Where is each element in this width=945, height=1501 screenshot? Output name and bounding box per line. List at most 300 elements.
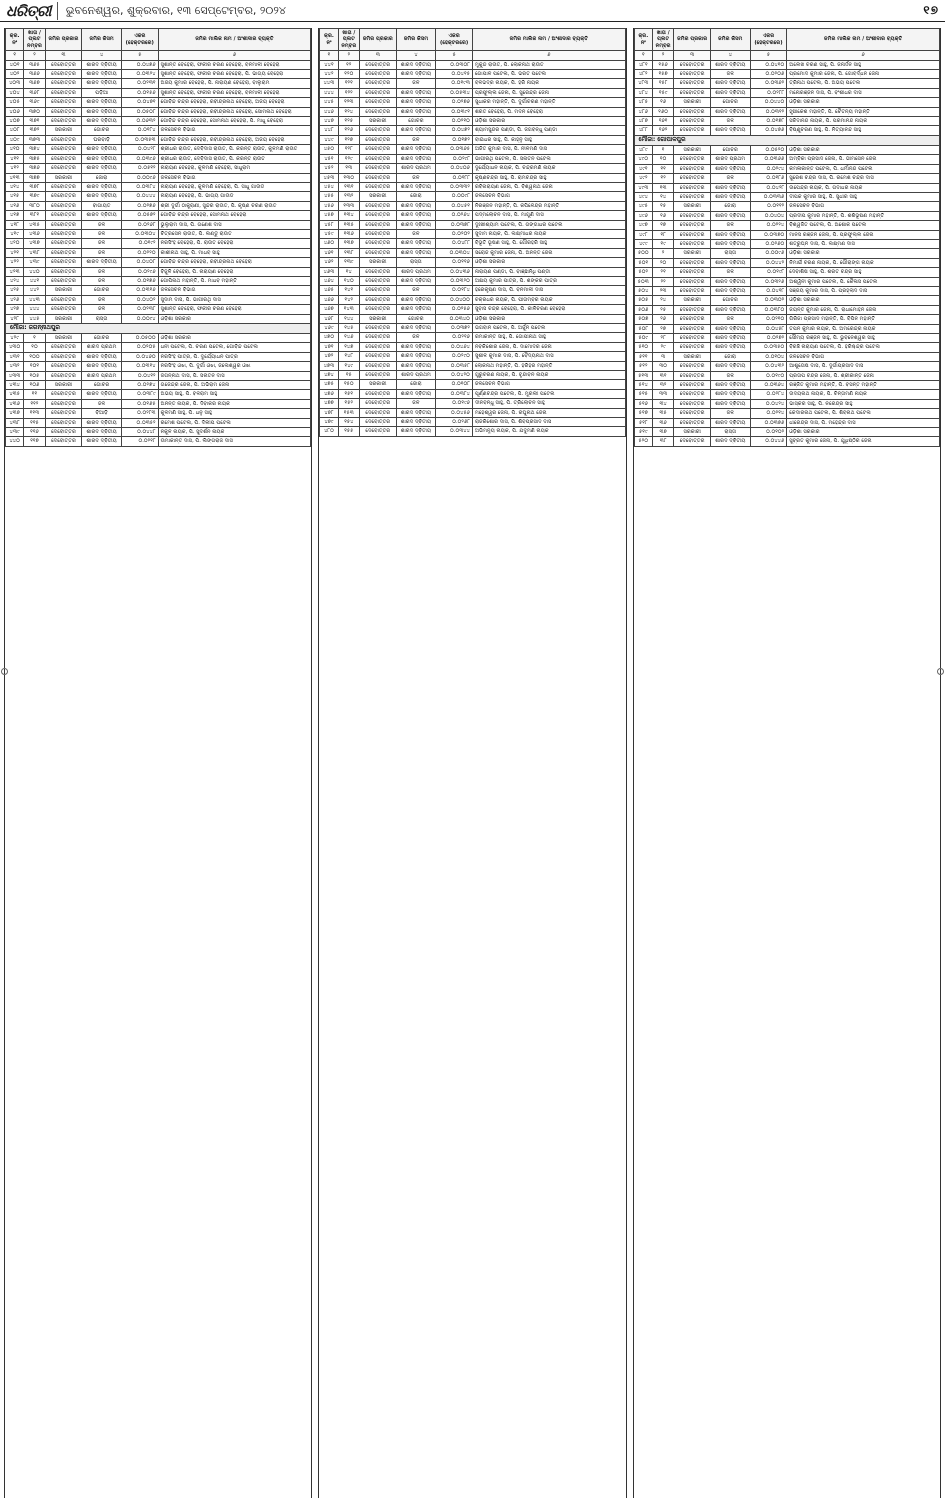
table-row xyxy=(634,381,939,390)
cell-owner: ଓଡ଼ିଶା ସରକାର xyxy=(158,334,311,343)
cell-plot: ୪୩୭ xyxy=(24,239,45,248)
cell-plot: ୪୪୫ xyxy=(24,314,45,323)
table-row xyxy=(6,437,311,446)
cell-kisam: ଶାରଦ ପ୍ରଥମ xyxy=(710,155,750,164)
cell-area: ୦.୦୨୬୮ xyxy=(436,418,473,427)
table-row xyxy=(320,154,625,163)
cell-kisam: ଜଳ xyxy=(82,267,122,276)
cell-sl: ୪୭୫ xyxy=(320,380,338,389)
table-row xyxy=(634,211,939,220)
cell-sl: ୪୯୬ xyxy=(634,211,652,220)
cell-area: ୦.୦୩୧୨ xyxy=(750,107,787,116)
table-row xyxy=(634,117,939,126)
cell-kisam: ଜଳ xyxy=(82,229,122,238)
table-row xyxy=(6,154,311,163)
cell-area: ୦.୦୩୫୨ xyxy=(121,418,158,427)
cell-sl: ୪୬୩ xyxy=(320,267,338,276)
cell-sl: ୪୯୫ xyxy=(634,202,652,211)
cell-sl: ୪୭୨ xyxy=(320,352,338,361)
cell-sl: ୪୨୬ xyxy=(6,295,24,304)
cell-plot: ୩୮୧ xyxy=(24,211,45,220)
cell-type: ଦେବୋତ୍ତର xyxy=(360,324,397,333)
cell-owner: ଜଳସେଚନ ବିଭାଗ xyxy=(472,192,625,201)
cell-sl: ୪୬୧ xyxy=(320,248,338,257)
cell-type: ଦେବୋତ୍ତର xyxy=(360,229,397,238)
cell-sl: ୪୬୬ xyxy=(320,295,338,304)
cell-owner: ନାରାୟଣ ବେହେରା, କୁଳମଣି ବେହେରା, ସାଧୁରାମ xyxy=(158,164,311,173)
cell-kisam: ଗୋଚର xyxy=(710,145,750,154)
cell-plot: ୧୩୬ xyxy=(338,229,359,238)
cell-area: ୦.୦୩୪୪ xyxy=(436,427,473,436)
cell-owner: ଗୋବିନ୍ଦ ଚନ୍ଦ୍ର ବେହେରା, ସୋମନାଥ ବେହେରା xyxy=(158,211,311,220)
table-row xyxy=(634,145,939,154)
column-index: ୧ xyxy=(6,51,24,60)
cell-plot: ୩୭ xyxy=(652,428,673,437)
cell-kisam: ଶାରଦ ଦ୍ଵିତୀୟ xyxy=(82,79,122,88)
column-index: ୩ xyxy=(674,51,711,60)
cell-type: ଦେବୋତ୍ତର xyxy=(674,277,711,286)
cell-sl: ୪୮୯ xyxy=(634,145,652,154)
table-row xyxy=(320,305,625,314)
cell-kisam: ଜଳ xyxy=(710,409,750,418)
column-index: ୫ xyxy=(436,51,473,60)
table-row xyxy=(634,390,939,399)
table-row xyxy=(6,418,311,427)
cell-type: ଦେବୋତ୍ତର xyxy=(674,268,711,277)
table-row xyxy=(634,60,939,69)
cell-plot: ୪୩୫ xyxy=(24,220,45,229)
cell-owner: ସଞ୍ଜୟ କୁମାର ଦାସ, ପି. ପ୍ରହ୍ଲାଦ ଦାସ xyxy=(787,286,940,295)
cell-plot: ୩୭୦ xyxy=(24,107,45,116)
cell-plot: ୩୭୨ xyxy=(24,126,45,135)
table-row xyxy=(6,399,311,408)
cell-owner: ନବକିଶୋର ଜେନା, ପି. ଦାମୋଦର ଜେନା xyxy=(472,342,625,351)
cell-plot: ୧୫୫ xyxy=(338,427,359,436)
cell-kisam: ଶାରଦ ଦ୍ଵିତୀୟ xyxy=(82,352,122,361)
cell-type: ଦେବୋତ୍ତର xyxy=(360,399,397,408)
registration-mark-left xyxy=(1,668,8,675)
cell-area: ୦.୦୪୭୬ xyxy=(750,126,787,135)
cell-owner: ଶ୍ରୀ ଦୁର୍ଗା ଠାକୁରାଣୀ, ସୁନ୍ଦର ରାଉତ, ପି. କୃଷ୍ଣ ଚରଣ ରାଉତ xyxy=(158,201,311,210)
cell-type: ଦେବୋତ୍ତର xyxy=(360,220,397,229)
cell-owner: ଅଲେଖ ଚରଣ ସାହୁ, ପି. ଜନାର୍ଦ୍ଦନ ସାହୁ xyxy=(787,60,940,69)
cell-kisam: ଜଳ xyxy=(396,173,436,182)
table-row xyxy=(634,230,939,239)
cell-sl: ୫୦୦ xyxy=(634,249,652,258)
cell-area: ୦.୦୩୮୪ xyxy=(436,389,473,398)
cell-area: ୦.୦୩୮୦ xyxy=(750,305,787,314)
cell-sl: ୫୧୫ xyxy=(634,390,652,399)
cell-owner: ନାରାୟଣ ପଣ୍ଡା, ପି. ବାଞ୍ଛାନିଧି ପଣ୍ଡା xyxy=(472,267,625,276)
cell-owner: ଧନୀ ପଟେଲ, ପି. ଚରଣ ପଟେଲ, ଗୋବିନ୍ଦ ପଟେଲ xyxy=(158,343,311,352)
cell-sl: ୪୫୫ xyxy=(320,192,338,201)
table-row xyxy=(634,174,939,183)
cell-area: ୦.୦୨୩୮ xyxy=(121,305,158,314)
cell-plot: ୧୦ xyxy=(24,343,45,352)
cell-kisam: ଶାରଦ ଦ୍ଵିତୀୟ xyxy=(82,211,122,220)
column-header: କ୍ର.ନଂ xyxy=(634,29,652,51)
cell-owner: ଜଗନ୍ନାଥ ଦାସ, ପି. ସନାତନ ଦାସ xyxy=(158,371,311,380)
cell-type: ଦେବୋତ୍ତର xyxy=(45,201,82,210)
cell-kisam: ଶାରଦ ଦ୍ଵିତୀୟ xyxy=(396,60,436,69)
cell-kisam: ଗୋଚର xyxy=(396,314,436,323)
table-row xyxy=(634,249,939,258)
cell-sl: ୪୮୫ xyxy=(634,98,652,107)
cell-kisam: ଶାରଦ ଦ୍ଵିତୀୟ xyxy=(396,145,436,154)
cell-sl: ୪୨୦ xyxy=(6,239,24,248)
cell-owner: ଓଡ଼ିଶା ସରକାର xyxy=(472,117,625,126)
table-row xyxy=(320,380,625,389)
cell-type: ଦେବୋତ୍ତର xyxy=(674,334,711,343)
cell-type: ଦେବୋତ୍ତର xyxy=(45,229,82,238)
column-index: ୫ xyxy=(750,51,787,60)
cell-plot: ୩୭୬ xyxy=(24,164,45,173)
cell-plot: ୧୧ xyxy=(24,390,45,399)
table-row xyxy=(634,286,939,295)
cell-plot: ୧୬୨ xyxy=(652,126,673,135)
cell-type: ସରକାରୀ xyxy=(360,380,397,389)
cell-owner: କୃଷ୍ଣଚନ୍ଦ୍ର ସାହୁ, ପି. ରାମଚନ୍ଦ୍ର ସାହୁ xyxy=(472,173,625,182)
cell-kisam: ରାସ୍ତା xyxy=(396,258,436,267)
table-row xyxy=(320,361,625,370)
cell-type: ଦେବୋତ୍ତର xyxy=(360,173,397,182)
cell-area: ୦.୦୨୭୬ xyxy=(121,201,158,210)
cell-sl: ୫୦୪ xyxy=(634,286,652,295)
cell-plot: ୩୮ xyxy=(652,437,673,446)
cell-sl: ୫୦୧ xyxy=(634,258,652,267)
cell-area: ୦.୦୪୮୮ xyxy=(436,239,473,248)
cell-sl: ୪୪୧ xyxy=(320,60,338,69)
cell-area: ୦.୦୩୬୪ xyxy=(750,381,787,390)
cell-plot: ୩୭୧ xyxy=(24,117,45,126)
cell-plot: ୧୫୩ xyxy=(338,408,359,417)
cell-plot: ୧୫୬ xyxy=(652,60,673,69)
village-name: ମୌଜା: ଜଗନ୍ନାଥପୁର xyxy=(6,324,311,334)
cell-kisam: ଶାରଦ ଦ୍ଵିତୀୟ xyxy=(82,390,122,399)
column-index: ୪ xyxy=(82,51,122,60)
table-row xyxy=(6,88,311,97)
table-row xyxy=(6,258,311,267)
table-row xyxy=(320,107,625,116)
cell-plot: ୩୭୪ xyxy=(24,145,45,154)
cell-plot: ୧୭ xyxy=(652,221,673,230)
cell-area: ୦.୦୪୭୧ xyxy=(121,98,158,107)
column-index: ୩ xyxy=(45,51,82,60)
cell-plot: ୧ xyxy=(24,334,45,343)
cell-owner: ରମାକାନ୍ତ ସାହୁ, ପି. ଗୋପୀନାଥ ସାହୁ xyxy=(472,333,625,342)
cell-plot: ୩୦ xyxy=(652,362,673,371)
cell-kisam: ଶାରଦ ଦ୍ଵିତୀୟ xyxy=(710,334,750,343)
cell-sl: ୪୧୮ xyxy=(6,220,24,229)
table-row xyxy=(6,286,311,295)
cell-type: ସରକାରୀ xyxy=(45,381,82,390)
cell-area: ୦.୦୧୭୬ xyxy=(121,276,158,285)
cell-plot: ୧୯ xyxy=(652,239,673,248)
cell-sl: ୪୧୧ xyxy=(6,154,24,163)
cell-plot: ୩୮୦ xyxy=(24,201,45,210)
cell-kisam: ଶାରଦ ଦ୍ଵିତୀୟ xyxy=(710,324,750,333)
cell-owner: ବିରଞ୍ଚି ନାରାୟଣ ପଟେଲ, ପି. ହରିଶ୍ଚନ୍ଦ୍ର ପଟେଲ xyxy=(787,343,940,352)
cell-plot: ୩୬୭ xyxy=(24,79,45,88)
cell-owner: କମଳାକାନ୍ତ ପଟେଲ, ପି. ଧର୍ମାନନ୍ଦ ପଟେଲ xyxy=(787,164,940,173)
cell-kisam: ପଡ଼ିଆ xyxy=(82,88,122,97)
table-row xyxy=(320,88,625,97)
table-row xyxy=(320,70,625,79)
cell-plot: ୩୭୭ xyxy=(24,173,45,182)
cell-area: ୦.୦୧୮୮ xyxy=(436,173,473,182)
cell-kisam: ଶାରଦ ଦ୍ଵିତୀୟ xyxy=(396,211,436,220)
cell-kisam: ଶାରଦ ଦ୍ଵିତୀୟ xyxy=(710,390,750,399)
table-row xyxy=(320,324,625,333)
cell-kisam: ଶାରଦ ପ୍ରଥମ xyxy=(82,343,122,352)
cell-owner: ଗୋବିନ୍ଦ ଚନ୍ଦ୍ର ବେହେରା, ରବୀନ୍ଦ୍ରନାଥ ବେହେରା, ସୋମନାଥ ବେହେରା xyxy=(158,107,311,116)
cell-area: ୦.୦୧୦୪ xyxy=(750,352,787,361)
cell-plot: ୨୪ xyxy=(652,296,673,305)
cell-plot: ୩୨ xyxy=(652,381,673,390)
cell-area: ୦.୦୩୮୯ xyxy=(121,390,158,399)
table-row xyxy=(320,295,625,304)
cell-area: ୦.୦୨୧୦ xyxy=(436,117,473,126)
cell-owner: ପ୍ରଫୁଲ୍ଲ ଜେନା, ପି. ସୁରେନ୍ଦ୍ର ଜେନା xyxy=(472,88,625,97)
cell-area: ୦.୦୨୯୬ xyxy=(121,267,158,276)
cell-area: ୦.୦୩୫୩ xyxy=(121,135,158,144)
cell-area: ୦.୦୨୬୪ xyxy=(436,211,473,220)
cell-kisam: ଜଳ xyxy=(710,117,750,126)
cell-plot: ୧୦୦ xyxy=(24,352,45,361)
cell-type: ଦେବୋତ୍ତର xyxy=(45,362,82,371)
cell-kisam: ରାସ୍ତା xyxy=(82,314,122,323)
notice-column-3 xyxy=(633,28,941,1498)
cell-owner: ବଳଭଦ୍ର ନାୟକ, ପି. ହରି ନାୟକ xyxy=(472,79,625,88)
cell-type: ଦେବୋତ୍ତର xyxy=(360,276,397,285)
cell-type: ଦେବୋତ୍ତର xyxy=(45,164,82,173)
cell-owner: ସୁବ୍ରତ କୁମାର ଜେନା, ପି. ଯୁଧିଷ୍ଠିର ଜେନା xyxy=(787,437,940,446)
table-row xyxy=(634,324,939,333)
cell-owner: ଚକ୍ରଧର ନାୟକ, ପି. ପୀତାମ୍ବର ନାୟକ xyxy=(472,295,625,304)
cell-type: ଦେବୋତ୍ତର xyxy=(674,390,711,399)
cell-sl: ୪୮୦ xyxy=(320,427,338,436)
cell-type: ଦେବୋତ୍ତର xyxy=(360,333,397,342)
cell-plot: ୧୪୩ xyxy=(338,305,359,314)
cell-plot: ୧୪୧ xyxy=(338,286,359,295)
cell-owner: ଅକ୍ଷୟ କୁମାର ପାତ୍ର, ପି. ଶଙ୍କର ପାତ୍ର xyxy=(472,276,625,285)
cell-kisam: ଶାରଦ ପ୍ରଥମ xyxy=(396,164,436,173)
cell-owner: କାଶୀନାଥ ସାହୁ, ପି. ମାଧବ ସାହୁ xyxy=(158,248,311,257)
cell-area: ୦.୦୩୭୦ xyxy=(750,230,787,239)
cell-sl: ୪୧୬ xyxy=(6,201,24,210)
cell-area: ୦.୦୪୫୮ xyxy=(750,324,787,333)
cell-kisam: ଶାରଦ ଦ୍ଵିତୀୟ xyxy=(710,239,750,248)
table-row xyxy=(634,268,939,277)
cell-sl: ୪୨୩ xyxy=(6,267,24,276)
cell-type: ଦେବୋତ୍ତର xyxy=(45,258,82,267)
cell-sl: ୫୧୦ xyxy=(634,343,652,352)
cell-sl: ୪୮୭ xyxy=(634,117,652,126)
cell-sl: ୪୦୫ xyxy=(6,98,24,107)
table-row xyxy=(634,79,939,88)
cell-sl: ୪୪୦ xyxy=(6,437,24,446)
cell-kisam: ଶାରଦ ଦ୍ଵିତୀୟ xyxy=(710,230,750,239)
cell-owner: ଓଡ଼ିଶା ସରକାର xyxy=(787,98,940,107)
cell-owner: ରବିନାରାୟଣ ଜେନା, ପି. ବିଶ୍ୱନାଥ ଜେନା xyxy=(472,182,625,191)
cell-plot: ୧୫୯ xyxy=(652,88,673,97)
table-row xyxy=(6,220,311,229)
cell-area: ୦.୦୨୭୨ xyxy=(750,334,787,343)
cell-type: ଦେବୋତ୍ତର xyxy=(360,389,397,398)
column-index-row xyxy=(6,51,311,60)
cell-type: ଦେବୋତ୍ତର xyxy=(45,154,82,163)
cell-type: ଦେବୋତ୍ତର xyxy=(674,343,711,352)
table-header-row xyxy=(6,29,311,51)
cell-owner: ଅଜୟ କୁମାର ବେହେରା, ପି. ନାରାୟଣ ବେହେରା, ବାଲୁରାମ xyxy=(158,79,311,88)
cell-owner: ବିଭୂତି ଭୂଷଣ ସାହୁ, ପି. ଗୌରହରି ସାହୁ xyxy=(472,239,625,248)
cell-kisam: ଶାରଦ ଦ୍ଵିତୀୟ xyxy=(396,201,436,210)
cell-sl: ୪୪୬ xyxy=(320,107,338,116)
cell-plot: ୧୧୨ xyxy=(24,399,45,408)
table-row xyxy=(6,248,311,257)
page-number: ୧୭ xyxy=(923,3,939,17)
cell-kisam: ଶାରଦ ଦ୍ଵିତୀୟ xyxy=(82,258,122,267)
cell-owner: ସଚ୍ଚିଦାନନ୍ଦ ନାୟକ, ପି. ପରମାନନ୍ଦ ନାୟକ xyxy=(787,117,940,126)
column-header: କ୍ର.ନଂ xyxy=(320,29,338,51)
cell-area: ୦.୦୨୭୬ xyxy=(436,98,473,107)
cell-area: ୦.୦୨୮୩ xyxy=(121,409,158,418)
table-row xyxy=(634,305,939,314)
cell-kisam: ଶାରଦ ଦ୍ଵିତୀୟ xyxy=(710,107,750,116)
cell-owner: ସୁଦାମ ଦାସ, ପି. ଭାଗୀରଥି ଦାସ xyxy=(158,295,311,304)
cell-type: ଦେବୋତ୍ତର xyxy=(45,145,82,154)
cell-plot: ୧୨୫ xyxy=(338,117,359,126)
cell-type: ଦେବୋତ୍ତର xyxy=(360,427,397,436)
cell-plot: ୧୬ xyxy=(652,211,673,220)
cell-area: ୦.୦୧୭୨ xyxy=(436,135,473,144)
cell-kisam: ଶାରଦ ଦ୍ଵିତୀୟ xyxy=(396,342,436,351)
cell-kisam: ଜଳ xyxy=(710,315,750,324)
table-row xyxy=(6,352,311,361)
cell-type: ଦେବୋତ୍ତର xyxy=(674,437,711,446)
cell-area: ୦.୦୨୬୮ xyxy=(121,220,158,229)
cell-type: ଦେବୋତ୍ତର xyxy=(360,418,397,427)
cell-sl: ୫୧୬ xyxy=(634,399,652,408)
cell-sl: ୪୪୫ xyxy=(320,98,338,107)
cell-owner: ମୁକୁନ୍ଦ ରାଉତ, ପି. ଲୋକନାଥ ରାଉତ xyxy=(472,60,625,69)
cell-sl: ୪୩୩ xyxy=(6,371,24,380)
cell-type: ଦେବୋତ୍ତର xyxy=(674,60,711,69)
cell-owner: ରଞ୍ଜିତ କୁମାର ମହାନ୍ତି, ପି. ବସନ୍ତ ମହାନ୍ତି xyxy=(787,381,940,390)
cell-type: ସରକାରୀ xyxy=(360,117,397,126)
cell-kisam: ଶାରଦ ପ୍ରଥମ xyxy=(82,371,122,380)
cell-type: ଦେବୋତ୍ତର xyxy=(45,70,82,79)
cell-sl: ୪୯୦ xyxy=(634,155,652,164)
cell-sl: ୫୦୬ xyxy=(634,305,652,314)
cell-owner: ସୁଶାନ୍ତ ବେହେରା, ଫକୀର ଚରଣ ବେହେରା, ବନମାଳୀ ବେହେରା xyxy=(158,88,311,97)
column-header: ଏକର (ହେକ୍ଟରରେ) xyxy=(750,29,787,51)
cell-type: ଦେବୋତ୍ତର xyxy=(674,164,711,173)
cell-area: ୦.୦୧୯୮ xyxy=(750,268,787,277)
table-row xyxy=(6,381,311,390)
cell-sl: ୪୫୩ xyxy=(320,173,338,182)
cell-plot: ୧୩୮ xyxy=(338,248,359,257)
cell-kisam: ଶାରଦ ଦ୍ଵିତୀୟ xyxy=(396,220,436,229)
cell-plot: ୪୪୪ xyxy=(24,305,45,314)
cell-kisam: ଶାରଦ ଦ୍ଵିତୀୟ xyxy=(710,88,750,97)
cell-type: ଦେବୋତ୍ତର xyxy=(674,155,711,164)
cell-sl: ୪୬୦ xyxy=(320,239,338,248)
cell-sl: ୪୦୪ xyxy=(6,88,24,97)
cell-type: ଦେବୋତ୍ତର xyxy=(45,352,82,361)
cell-area: ୦.୦୩୦୮ xyxy=(436,60,473,69)
cell-plot: ୧୫୪ xyxy=(338,418,359,427)
cell-sl: ୪୨୧ xyxy=(6,248,24,257)
cell-kisam: ଶାରଦ ଦ୍ଵିତୀୟ xyxy=(82,154,122,163)
cell-owner: ଅନନ୍ତ ନାୟକ, ପି. ଦିବାକର ନାୟକ xyxy=(158,399,311,408)
cell-type: ଦେବୋତ୍ତର xyxy=(360,107,397,116)
cell-owner: ଶ୍ରୀଧର ରାଉତ, ଦେବିଦାସ ରାଉତ, ପି. କରନ୍ତ ରାଉତ xyxy=(158,154,311,163)
cell-plot: ୧୪୭ xyxy=(338,342,359,351)
cell-plot: ୧୦୫ xyxy=(24,371,45,380)
cell-sl: ୪୪୪ xyxy=(320,88,338,97)
cell-sl: ୫୦୭ xyxy=(634,315,652,324)
cell-type: ଦେବୋତ୍ତର xyxy=(45,267,82,276)
cell-plot: ୧୫୦ xyxy=(338,380,359,389)
cell-plot: ୧୩ xyxy=(338,164,359,173)
column-index: ୨ xyxy=(338,51,359,60)
cell-plot: ୨୯ xyxy=(652,343,673,352)
cell-sl: ୪୪୭ xyxy=(320,117,338,126)
cell-kisam: ଶାରଦ ଦ୍ଵିତୀୟ xyxy=(710,60,750,69)
cell-sl: ୪୩୬ xyxy=(6,399,24,408)
cell-owner: ସୁଦାମ ନାୟକ, ପି. ଲକ୍ଷ୍ମୀଧର ନାୟକ xyxy=(472,229,625,238)
cell-type: ସରକାରୀ xyxy=(360,192,397,201)
cell-kisam: ବିଆଡ଼ି xyxy=(82,409,122,418)
cell-sl: ୪୦୮ xyxy=(6,126,24,135)
cell-kisam: ଶାରଦ ଦ୍ଵିତୀୟ xyxy=(82,428,122,437)
land-record-table xyxy=(319,28,625,437)
cell-type: ଦେବୋତ୍ତର xyxy=(45,305,82,314)
cell-kisam: ଜଳ xyxy=(710,371,750,380)
cell-kisam: ଶାରଦ ଦ୍ଵିତୀୟ xyxy=(396,182,436,191)
cell-area: ୦.୦୧୫୬ xyxy=(121,88,158,97)
cell-area: ୦.୦୦୯୬ xyxy=(121,173,158,182)
table-row xyxy=(6,343,311,352)
table-row xyxy=(6,267,311,276)
cell-owner: ଜଳସେଚନ ବିଭାଗ xyxy=(158,286,311,295)
cell-sl: ୪୨୭ xyxy=(6,305,24,314)
cell-area: ୦.୦୪୭୬ xyxy=(121,60,158,69)
cell-owner: ଅଭିମନ୍ୟୁ ନାୟକ, ପି. ଯଦୁମଣି ନାୟକ xyxy=(472,427,625,436)
cell-sl: ୪୩୦ xyxy=(6,343,24,352)
cell-kisam: ଶାରଦ ଦ୍ଵିତୀୟ xyxy=(396,276,436,285)
cell-area: ୦.୦୪୪୮ xyxy=(121,428,158,437)
cell-kisam: ବାଗାୟତ xyxy=(82,201,122,210)
cell-area: ୦.୦୩୫୦ xyxy=(750,343,787,352)
cell-sl: ୪୭୧ xyxy=(320,342,338,351)
cell-plot: ୧୪୯ xyxy=(338,361,359,370)
cell-area: ୦.୦୪୦୬ xyxy=(436,164,473,173)
cell-area: ୦.୦୩୯୧ xyxy=(436,107,473,116)
cell-type: ସରକାରୀ xyxy=(45,173,82,182)
cell-area: ୦.୦୪୩୬ xyxy=(436,267,473,276)
cell-area: ୦.୦୪୪୪ xyxy=(121,192,158,201)
table-row xyxy=(6,182,311,191)
cell-area: ୦.୦୧୮୬ xyxy=(750,174,787,183)
cell-kisam: ଗୋଚର xyxy=(396,117,436,126)
cell-plot: ୧୨୦ xyxy=(338,70,359,79)
cell-plot: ୩୬୯ xyxy=(24,98,45,107)
cell-kisam: ଜଳ xyxy=(396,229,436,238)
cell-sl: ୪୨୫ xyxy=(6,286,24,295)
cell-plot: ୧୩ xyxy=(652,183,673,192)
